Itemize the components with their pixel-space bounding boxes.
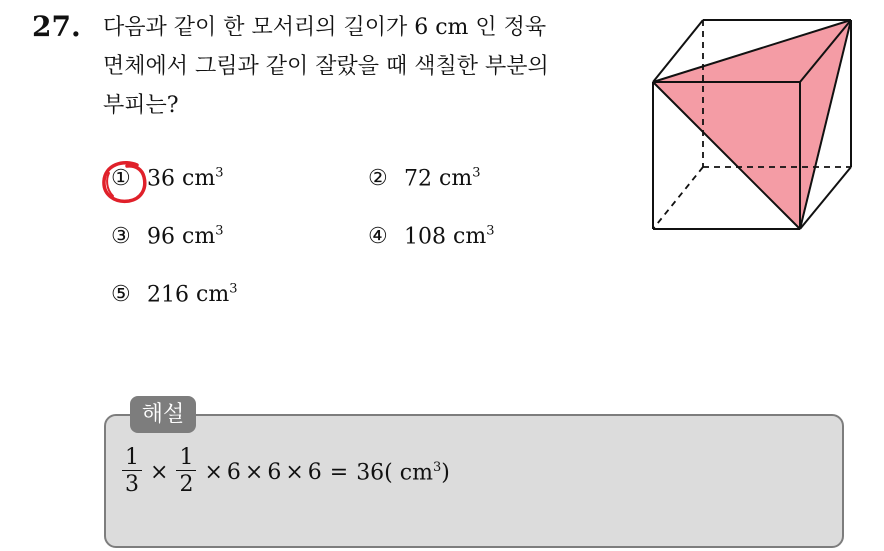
question-text	[103, 8, 623, 125]
question-line: 다음과 같이 한 모서리의 길이가 6 cm 인 정육	[103, 15, 547, 40]
solution-formula: $\frac{1}{3}$ × $\frac{1}{2}$ × 6 × 6 × 6 = 36( $cm^3$)	[118, 446, 450, 499]
fraction-one-half: $\frac{1}{2}$	[176, 446, 196, 499]
fraction-one-third: $\frac{1}{3}$	[122, 446, 142, 499]
question-number: 27.	[32, 10, 81, 43]
solution-result: 36( $cm^3$)	[356, 459, 450, 486]
choice-value: 216 $cm^3$	[147, 282, 238, 308]
choice-mark: ⑤	[111, 282, 131, 308]
choice-mark: ③	[111, 224, 131, 250]
choice-value: 96 $cm^3$	[147, 224, 224, 250]
choice-3[interactable]	[111, 224, 223, 249]
choice-value: 36 $cm^3$	[147, 166, 224, 192]
choice-value: 72 $cm^3$	[404, 166, 481, 192]
choice-mark: ②	[368, 166, 388, 192]
question-line: 면체에서 그림과 같이 잘랐을 때 색칠한 부분의	[103, 54, 549, 79]
choice-5[interactable]	[111, 282, 237, 307]
choice-mark: ④	[368, 224, 388, 250]
solution-label: 해설	[130, 396, 196, 433]
selection-circle-icon	[101, 159, 149, 205]
choice-mark: ①	[111, 166, 131, 192]
choice-value: 108 $cm^3$	[404, 224, 495, 250]
cube-figure	[645, 12, 860, 237]
question-line: 부피는?	[103, 93, 179, 118]
choice-2[interactable]	[368, 166, 480, 191]
choice-4[interactable]	[368, 224, 494, 249]
